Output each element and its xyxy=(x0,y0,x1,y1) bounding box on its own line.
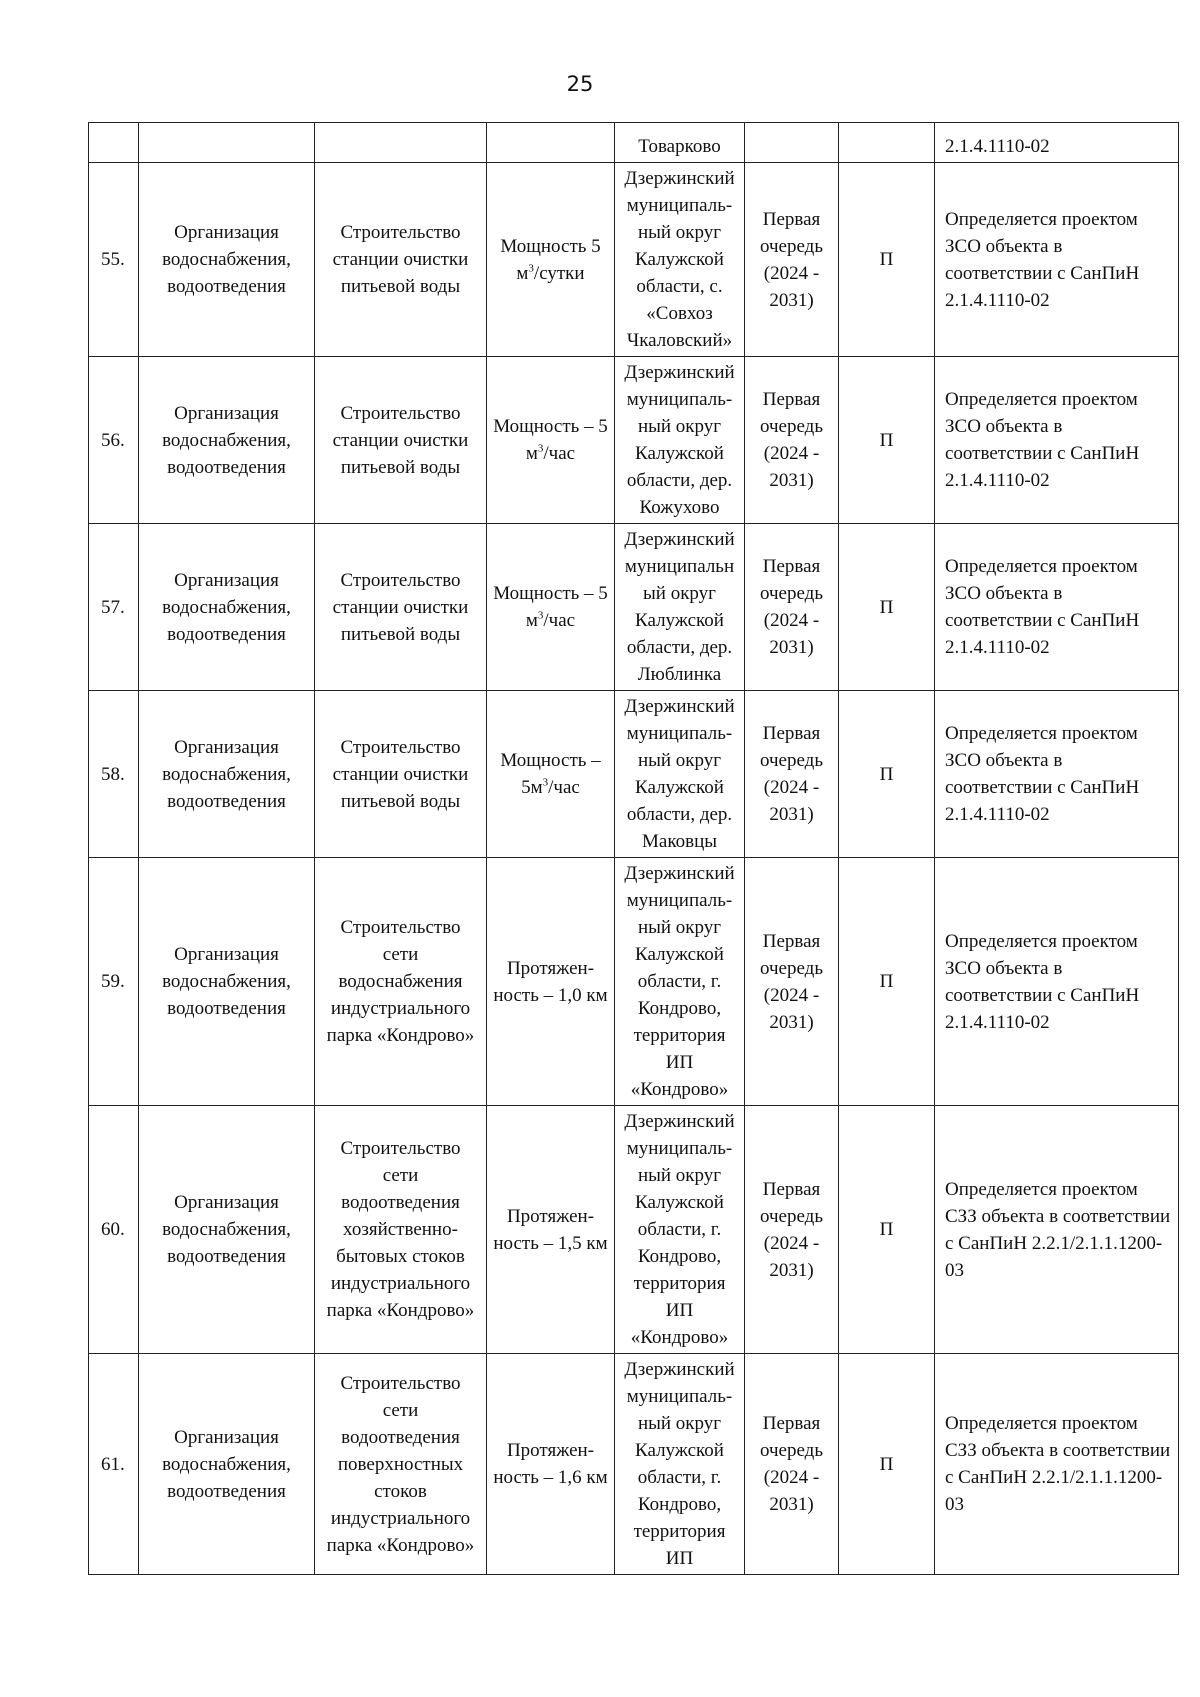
cell-status: П xyxy=(839,691,935,858)
cell-location: Дзержинский муниципаль-ный округ Калужской области, г. Кондрово, территория ИП xyxy=(615,1354,745,1575)
param-unit-exponent: 3 xyxy=(537,442,544,455)
cell-note: 2.1.4.1110-02 xyxy=(935,123,1179,163)
cell-term: Первая очередь (2024 - 2031) xyxy=(745,163,839,357)
param-value: Мощность – 5 м xyxy=(493,416,608,464)
cell-param xyxy=(487,1106,615,1354)
cell-location: Дзержинский муниципальный округ Калужской области, дер. Люблинка xyxy=(615,524,745,691)
cell-note: Определяется проектом ЗСО объекта в соответствии с СанПиН 2.1.4.1110-02 xyxy=(935,858,1179,1106)
param-unit-suffix: /сутки xyxy=(533,262,585,284)
cell-status xyxy=(839,123,935,163)
cell-status: П xyxy=(839,163,935,357)
cell-status: П xyxy=(839,524,935,691)
cell-note: Определяется проектом ЗСО объекта в соответствии с СанПиН 2.1.4.1110-02 xyxy=(935,524,1179,691)
cell-status: П xyxy=(839,1106,935,1354)
cell-location: Дзержинский муниципаль-ный округ Калужской области, дер. Кожухово xyxy=(615,357,745,524)
cell-param xyxy=(487,163,615,357)
table-row-continuation xyxy=(89,123,1179,163)
param-value: Протяжен-ность – 1,5 км xyxy=(493,1205,608,1254)
cell-num: 61. xyxy=(89,1354,139,1575)
param-unit-suffix: /час xyxy=(543,443,576,464)
cell-param xyxy=(487,123,615,163)
table-row xyxy=(89,691,1179,858)
cell-location: Дзержинский муниципаль-ный округ Калужской области, г. Кондрово, территория ИП «Кондрово» xyxy=(615,858,745,1106)
objects-table xyxy=(88,122,1179,1575)
table-row xyxy=(89,1106,1179,1354)
cell-status: П xyxy=(839,858,935,1106)
cell-term: Первая очередь (2024 - 2031) xyxy=(745,357,839,524)
cell-num: 56. xyxy=(89,357,139,524)
param-unit-exponent: 3 xyxy=(528,262,534,275)
cell-num xyxy=(89,123,139,163)
cell-note: Определяется проектом ЗСО объекта в соответствии с СанПиН 2.1.4.1110-02 xyxy=(935,357,1179,524)
table-row xyxy=(89,163,1179,357)
cell-status: П xyxy=(839,357,935,524)
cell-term: Первая очередь (2024 - 2031) xyxy=(745,1106,839,1354)
param-value: Протяжен-ность – 1,6 км xyxy=(493,1440,608,1488)
cell-num: 60. xyxy=(89,1106,139,1354)
cell-param xyxy=(487,858,615,1106)
cell-term: Первая очередь (2024 - 2031) xyxy=(745,1354,839,1575)
cell-param xyxy=(487,691,615,858)
cell-name: Строительство сети водоотведения хозяйственно-бытовых стоков индустриального парка «Кондрово» xyxy=(315,1106,487,1354)
cell-note: Определяется проектом СЗЗ объекта в соответствии с СанПиН 2.2.1/2.1.1.1200-03 xyxy=(935,1354,1179,1575)
cell-num: 57. xyxy=(89,524,139,691)
cell-num: 59. xyxy=(89,858,139,1106)
param-unit-suffix: /час xyxy=(543,610,576,631)
cell-name: Строительство станции очистки питьевой воды xyxy=(315,524,487,691)
cell-term: Первая очередь (2024 - 2031) xyxy=(745,691,839,858)
cell-location: Дзержинский муниципаль-ный округ Калужской области, с. «Совхоз Чкаловский» xyxy=(615,163,745,357)
cell-name: Строительство станции очистки питьевой воды xyxy=(315,691,487,858)
cell-num: 58. xyxy=(89,691,139,858)
param-value: Мощность – 5м xyxy=(500,750,601,798)
table-row xyxy=(89,357,1179,524)
cell-num: 55. xyxy=(89,163,139,357)
cell-term xyxy=(745,123,839,163)
cell-location: Товарково xyxy=(615,123,745,163)
cell-category xyxy=(139,123,315,163)
cell-name: Строительство сети водоотведения поверхностных стоков индустриального парка «Кондрово» xyxy=(315,1354,487,1575)
cell-note: Определяется проектом ЗСО объекта в соответствии с СанПиН 2.1.4.1110-02 xyxy=(935,691,1179,858)
cell-name: Строительство сети водоснабжения индустриального парка «Кондрово» xyxy=(315,858,487,1106)
cell-name: Строительство станции очистки питьевой воды xyxy=(315,357,487,524)
cell-param xyxy=(487,1354,615,1575)
cell-note: Определяется проектом СЗЗ объекта в соответствии с СанПиН 2.2.1/2.1.1.1200-03 xyxy=(935,1106,1179,1354)
cell-location: Дзержинский муниципаль-ный округ Калужской области, дер. Маковцы xyxy=(615,691,745,858)
cell-param xyxy=(487,357,615,524)
param-value: Протяжен-ность – 1,0 км xyxy=(493,957,608,1006)
table-row xyxy=(89,524,1179,691)
cell-status: П xyxy=(839,1354,935,1575)
cell-category: Организация водоснабжения, водоотведения xyxy=(139,858,315,1106)
param-unit-suffix: /час xyxy=(548,777,580,798)
cell-category: Организация водоснабжения, водоотведения xyxy=(139,1106,315,1354)
param-unit-exponent: 3 xyxy=(537,609,544,622)
param-value: Мощность – 5 м xyxy=(493,583,608,631)
cell-param xyxy=(487,524,615,691)
cell-term: Первая очередь (2024 - 2031) xyxy=(745,524,839,691)
cell-category: Организация водоснабжения, водоотведения xyxy=(139,691,315,858)
cell-term: Первая очередь (2024 - 2031) xyxy=(745,858,839,1106)
page-number: 25 xyxy=(566,72,594,96)
cell-category: Организация водоснабжения, водоотведения xyxy=(139,357,315,524)
table-row xyxy=(89,1354,1179,1575)
param-value: Мощность 5 м xyxy=(500,235,601,284)
param-unit-exponent: 3 xyxy=(542,776,549,789)
table-row xyxy=(89,858,1179,1106)
cell-name: Строительство станции очистки питьевой воды xyxy=(315,163,487,357)
cell-category: Организация водоснабжения, водоотведения xyxy=(139,163,315,357)
cell-category: Организация водоснабжения, водоотведения xyxy=(139,1354,315,1575)
cell-note: Определяется проектом ЗСО объекта в соответствии с СанПиН 2.1.4.1110-02 xyxy=(935,163,1179,357)
cell-name xyxy=(315,123,487,163)
cell-category: Организация водоснабжения, водоотведения xyxy=(139,524,315,691)
cell-location: Дзержинский муниципаль-ный округ Калужской области, г. Кондрово, территория ИП «Кондрово» xyxy=(615,1106,745,1354)
